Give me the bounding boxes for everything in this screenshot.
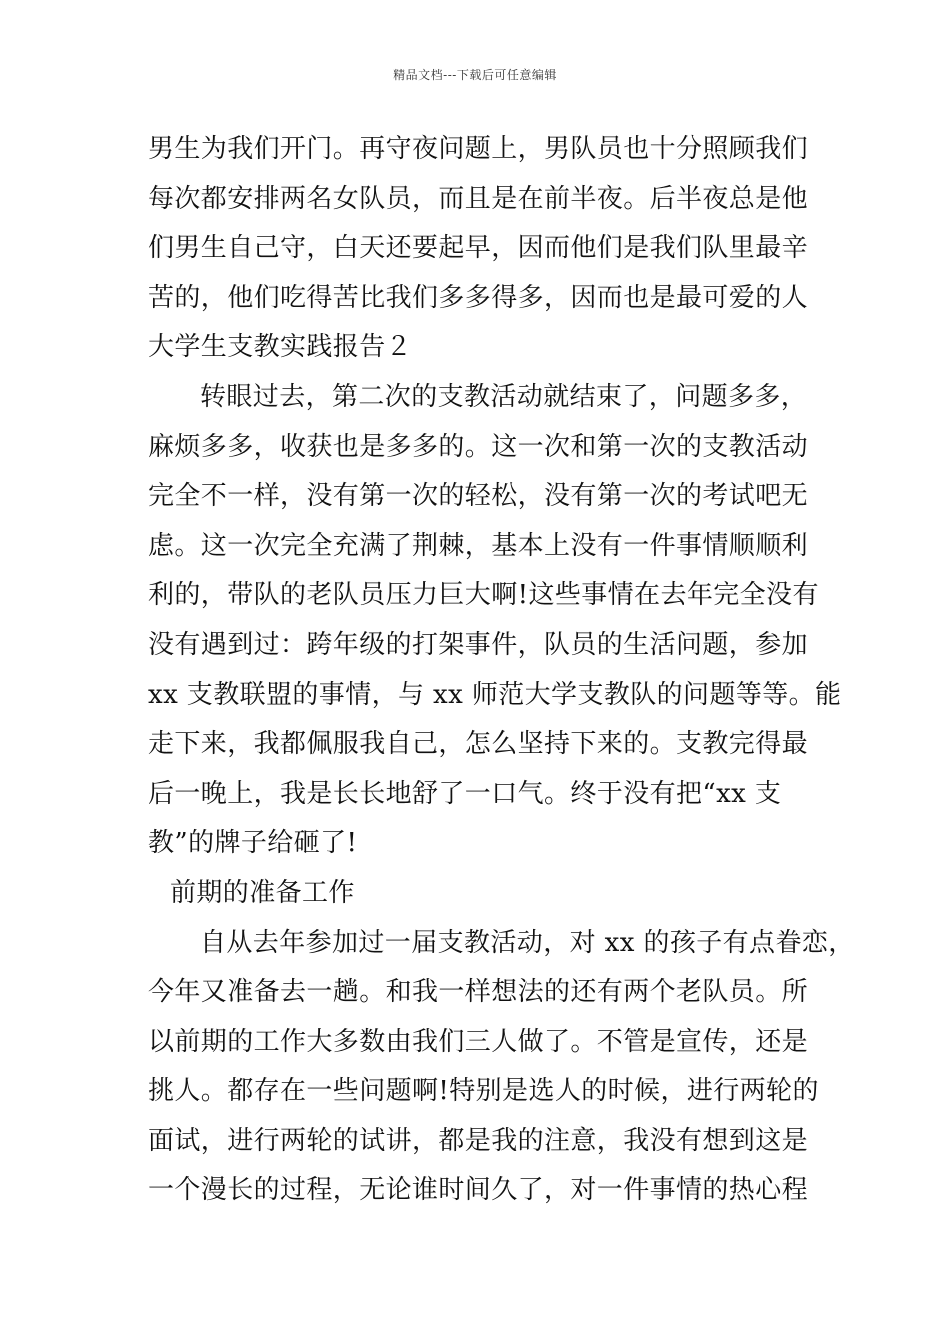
text-line: 挑人。都存在一些问题啊!特别是选人的时候，进行两轮的 (148, 1076, 819, 1107)
text-line: 面试，进行两轮的试讲，都是我的注意，我没有想到这是 (148, 1125, 809, 1156)
section-title: 大学生支教实践报告２ (148, 332, 413, 363)
text-line: 们男生自己守，白天还要起早，因而他们是我们队里最辛 (148, 233, 809, 264)
text-line: 走下来，我都佩服我自己，怎么坚持下来的。支教完得最 (148, 729, 809, 760)
text-line: 今年又准备去一趟。和我一样想法的还有两个老队员。所 (148, 977, 809, 1008)
paragraph-start-line: 自从去年参加过一届支教活动，对 xx 的孩子有点眷恋， (200, 927, 855, 958)
page-header: 精品文档---下载后可任意编辑 (393, 68, 557, 82)
text-line: 麻烦多多，收获也是多多的。这一次和第一次的支教活动 (148, 431, 809, 462)
paragraph-start-line: 转眼过去，第二次的支教活动就结束了，问题多多， (200, 381, 808, 412)
subheading: 前期的准备工作 (170, 877, 355, 908)
text-line: 后一晚上，我是长长地舒了一口气。终于没有把“xx 支 (148, 778, 782, 809)
text-line: 完全不一样，没有第一次的轻松，没有第一次的考试吧无 (148, 481, 809, 512)
text-line: 苦的，他们吃得苦比我们多多得多，因而也是最可爱的人 (148, 282, 809, 313)
text-line: 教”的牌子给砸了! (148, 828, 358, 859)
document-body (148, 125, 855, 1216)
text-line: 每次都安排两名女队员，而且是在前半夜。后半夜总是他 (148, 183, 809, 214)
text-line: 没有遇到过：跨年级的打架事件，队员的生活问题，参加 (148, 629, 809, 660)
text-line: xx 支教联盟的事情，与 xx 师范大学支教队的问题等等。能 (148, 679, 842, 710)
text-line: 以前期的工作大多数由我们三人做了。不管是宣传，还是 (148, 1026, 809, 1057)
text-line: 虑。这一次完全充满了荆棘，基本上没有一件事情顺顺利 (148, 530, 809, 561)
text-line: 利的，带队的老队员压力巨大啊!这些事情在去年完全没有 (148, 580, 819, 611)
text-line: 一个漫长的过程，无论谁时间久了，对一件事情的热心程 (148, 1175, 809, 1206)
text-line: 男生为我们开门。再守夜问题上，男队员也十分照顾我们 (148, 134, 809, 164)
